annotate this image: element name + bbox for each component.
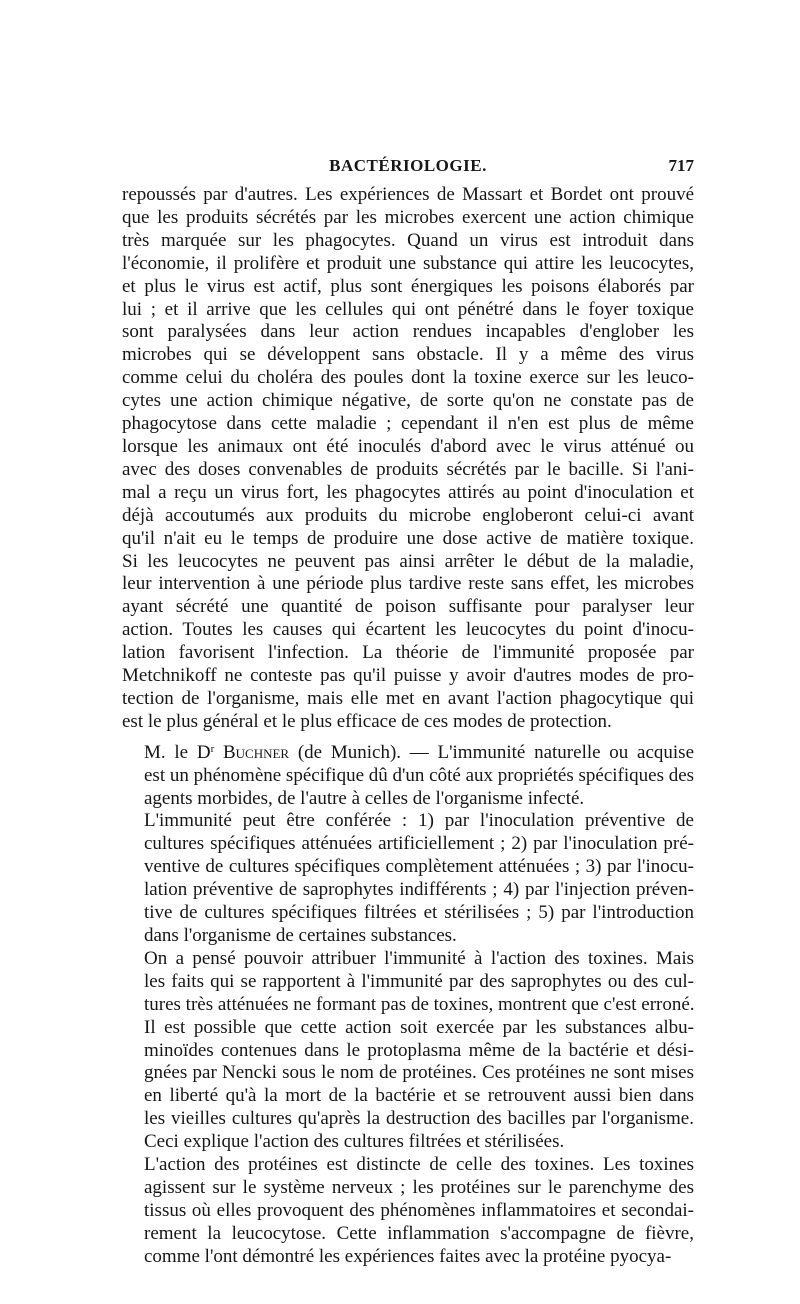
speaker-title-sup: r <box>210 742 215 755</box>
paragraph-4 <box>122 948 694 1017</box>
text-line: agents morbides, de l'autre à celles de l'organisme infecté. <box>144 787 585 809</box>
text-line: Ceci explique l'action des cultures filtrées et stérilisées. <box>144 1131 565 1153</box>
text-line: Si les leucocytes ne peuvent pas ainsi arrêter le début de la maladie, <box>122 550 694 572</box>
text-line: mal a reçu un virus fort, les phagocytes attirés au point d'inoculation et <box>122 481 694 503</box>
text-line: Il est possible que cette action soit exercée par les substances albu- <box>144 1016 694 1038</box>
text-line: L'action des protéines est distincte de celle des toxines. Les toxines <box>144 1154 694 1176</box>
text-line: gnées par Nencki sous le nom de protéines. Ces protéines ne sont mises <box>144 1062 694 1084</box>
text-line: que les produits sécrétés par les microbes exercent une action chimique <box>122 206 694 228</box>
text-line: tive de cultures spécifiques filtrées et stérilisées ; 5) par l'introduction <box>144 902 694 924</box>
text-line: dans l'organisme de certaines substances. <box>144 925 457 946</box>
text-line: est un phénomène spécifique dû d'un côté aux propriétés spécifiques des <box>144 764 695 786</box>
text-line: ventive de cultures spécifiques complètement atténuées ; 3) par l'inocu- <box>144 856 694 878</box>
text-line: comme l'ont démontré les expériences faites avec la protéine pyocya- <box>144 1245 672 1267</box>
text-line: lorsque les animaux ont été inoculés d'abord avec le virus atténué ou <box>122 435 694 457</box>
text-line: action. Toutes les causes qui écartent les leucocytes du point d'inocu- <box>122 619 694 641</box>
text-line: tures très atténuées ne formant pas de toxines, montrent que c'est erroné. <box>144 993 695 1015</box>
text-line: lation favorisent l'infection. La théorie de l'immunité proposée par <box>122 642 694 664</box>
paragraph-buchner <box>122 742 694 811</box>
text-line: les vieilles cultures qu'après la destruction des bacilles par l'organisme. <box>144 1108 694 1130</box>
text-line: ayant sécrété une quantité de poison suffisante pour paralyser leur <box>122 596 694 618</box>
text-line: agissent sur le système nerveux ; les protéines sur le parenchyme des <box>144 1176 694 1198</box>
text-line: tissus où elles provoquent des phénomènes inflammatoires et secondai- <box>144 1199 694 1221</box>
text-line: phagocytose dans cette maladie ; cependant il n'en est plus de même <box>122 413 694 435</box>
speaker-rest: (de Munich). — L'immunité naturelle ou acquise <box>289 741 695 763</box>
running-title: BACTÉRIOLOGIE. <box>329 156 487 175</box>
text-line: très marquée sur les phagocytes. Quand un virus est introduit dans <box>122 229 694 251</box>
body-text <box>122 184 694 1269</box>
paragraph-6 <box>122 1154 694 1269</box>
text-line: lui ; et il arrive que les cellules qui ont pénétré dans le foyer toxique <box>122 298 694 320</box>
text-line: est le plus général et le plus efficace de ces modes de protection. <box>122 710 612 732</box>
text-line <box>122 742 694 765</box>
text-line: avec des doses convenables de produits sécrétés par le bacille. Si l'ani- <box>122 458 694 480</box>
paragraph-3 <box>122 810 694 947</box>
text-line: qu'il n'ait eu le temps de produire une dose active de matière toxique. <box>122 527 694 549</box>
speaker-name: Buchner <box>222 741 290 763</box>
text-line: leur intervention à une période plus tardive reste sans effet, les microbes <box>122 573 694 595</box>
running-head <box>122 156 694 180</box>
paragraph-5 <box>122 1017 694 1154</box>
text-line: cultures spécifiques atténuées artificiellement ; 2) par l'inoculation pré- <box>144 833 694 855</box>
text-line: On a pensé pouvoir attribuer l'immunité à l'action des toxines. Mais <box>144 947 694 969</box>
text-line: rement la leucocytose. Cette inflammation s'accompagne de fièvre, <box>144 1222 694 1244</box>
page-number: 717 <box>668 156 694 175</box>
text-line: l'économie, il prolifère et produit une substance qui attire les leucocytes, <box>122 252 694 274</box>
text-line: microbes qui se développent sans obstacle. Il y a même des virus <box>122 344 694 366</box>
text-line: minoïdes contenues dans le protoplasma même de la bactérie et dési- <box>144 1039 694 1061</box>
text-line: lation préventive de saprophytes indifférents ; 4) par l'injection préven- <box>144 879 694 901</box>
text-line: et plus le virus est actif, plus sont énergiques les poisons élaborés par <box>122 275 694 297</box>
text-line: les faits qui se rapportent à l'immunité par des saprophytes ou des cul- <box>144 970 694 992</box>
text-line: repoussés par d'autres. Les expériences de Massart et Bordet ont prouvé <box>122 184 694 205</box>
text-line: Metchnikoff ne conteste pas qu'il puisse y avoir d'autres modes de pro- <box>122 665 694 687</box>
paragraph-1 <box>122 184 694 734</box>
speaker-prefix: M. le D <box>144 741 211 763</box>
text-line: tection de l'organisme, mais elle met en avant l'action phagocytique qui <box>122 687 694 709</box>
text-line: L'immunité peut être conférée : 1) par l'inoculation préventive de <box>144 810 694 832</box>
text-line: comme celui du choléra des poules dont la toxine exerce sur les leuco- <box>122 367 694 389</box>
text-line: déjà accoutumés aux produits du microbe engloberont celui-ci avant <box>122 504 694 526</box>
text-line: sont paralysées dans leur action rendues incapables d'englober les <box>122 321 694 343</box>
text-line: en liberté qu'à la mort de la bactérie et se retrouvent aussi bien dans <box>144 1085 694 1107</box>
text-line: cytes une action chimique négative, de sorte qu'on ne constate pas de <box>122 390 694 412</box>
